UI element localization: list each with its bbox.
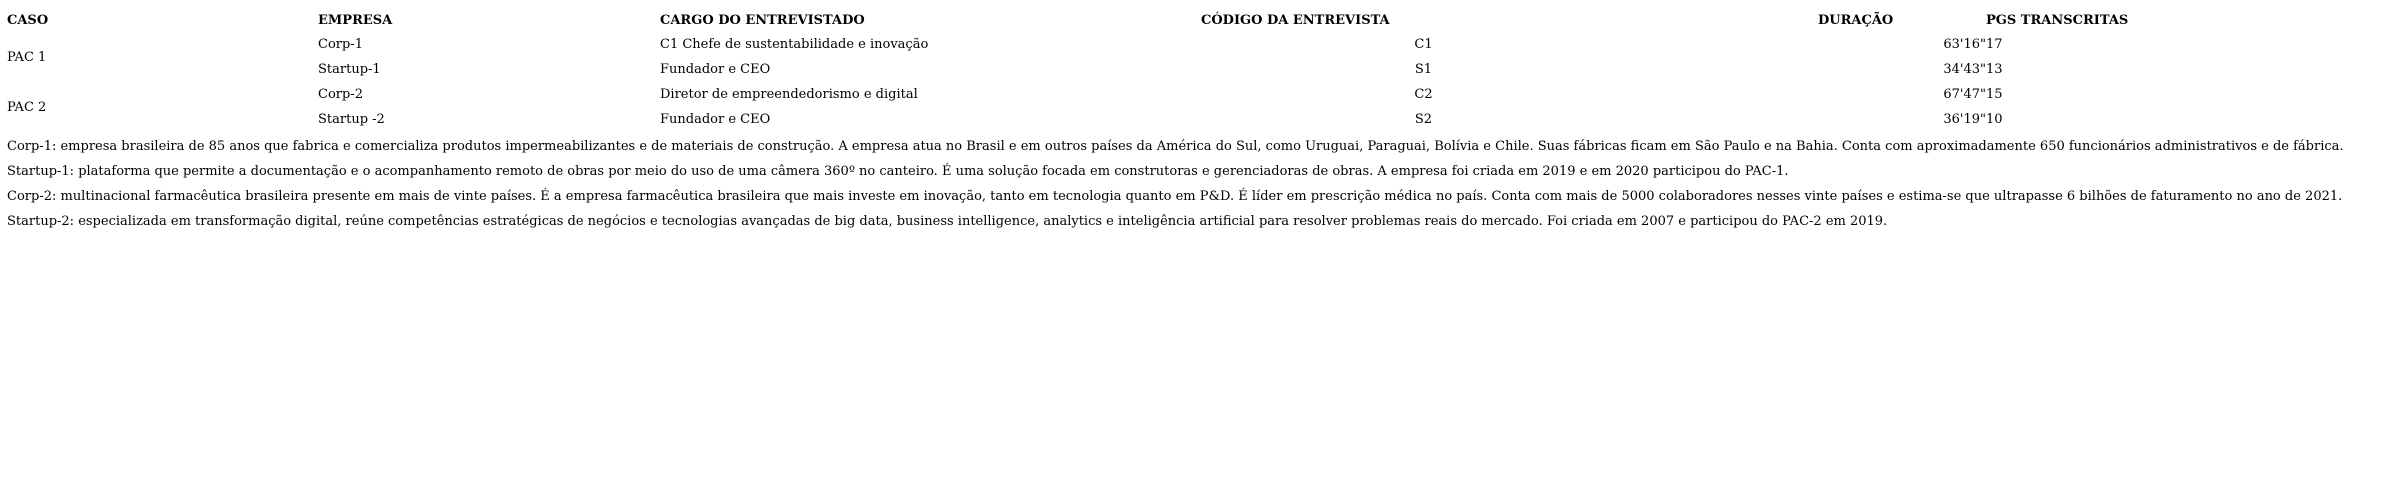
pgs-cell: 13 [1986,62,2003,77]
interview-table [7,8,2286,132]
duracao-cell: 63'16" [1943,37,1986,52]
duracao-cell: 67'47" [1943,87,1986,102]
pgs-cell: 17 [1986,37,2003,52]
empresa-cell: Startup -2 [318,112,385,127]
table-row [7,82,2286,107]
pgs-cell: 10 [1986,112,2003,127]
empresa-cell: Startup-1 [318,62,381,77]
codigo-cell: C2 [1414,87,1433,102]
cargo-cell: Fundador e CEO [660,62,771,77]
case-cell: PAC 2 [7,99,47,115]
header-pgs: PGS TRANSCRITAS [1986,12,2129,28]
case-cell: PAC 1 [7,49,47,65]
duracao-cell: 36'19" [1943,112,1986,127]
table-row [7,107,2286,132]
note-startup-2: Startup-2: especializada em transformação digital, reúne competências estratégicas de negócios e tecnologias avançadas de big data, business intelligence, analytics e inteligência artificial para resolver problemas reais do mercado. Foi criada em 2007 e participou do PAC-2 em 2019. [7,214,1888,229]
empresa-cell: Corp-1 [318,37,363,52]
table-body [7,32,2286,132]
document [7,8,2387,234]
codigo-cell: C1 [1414,37,1433,52]
cargo-cell: Fundador e CEO [660,112,771,127]
note-startup-1: Startup-1: plataforma que permite a documentação e o acompanhamento remoto de obras por meio do uso de uma câmera 360º no canteiro. É uma solução focada em construtoras e gerenciadoras de obras. A empresa foi criada em 2019 e em 2020 participou do PAC-1. [7,164,1789,179]
header-duracao: DURAÇÃO [1818,12,1894,28]
table-header [7,8,2286,32]
header-row [7,8,2286,32]
cargo-cell: Diretor de empreendedorismo e digital [660,87,918,102]
header-codigo: CÓDIGO DA ENTREVISTA [1201,12,1390,28]
duracao-cell: 34'43" [1943,62,1986,77]
note-corp-2: Corp-2: multinacional farmacêutica brasileira presente em mais de vinte países. É a empresa farmacêutica brasileira que mais investe em inovação, tanto em tecnologia quanto em P&D. É líder em prescrição médica no país. Conta com mais de 5000 colaboradores nesses vinte países e estima-se que ultrapasse 6 bilhões de faturamento no ano de 2021. [7,189,2343,204]
table-row [7,57,2286,82]
table-row [7,32,2286,57]
header-empresa: EMPRESA [318,12,393,28]
cargo-cell: C1 Chefe de sustentabilidade e inovação [660,37,929,52]
codigo-cell: S2 [1414,112,1433,127]
pgs-cell: 15 [1986,87,2003,102]
header-cargo: CARGO DO ENTREVISTADO [660,12,865,28]
note-corp-1: Corp-1: empresa brasileira de 85 anos que fabrica e comercializa produtos impermeabilizantes e de materiais de construção. A empresa atua no Brasil e em outros países da América do Sul, como Uruguai, Paraguai, Bolívia e Chile. Suas fábricas ficam em São Paulo e na Bahia. Conta com aproximadamente 650 funcionários administrativos e de fábrica. [7,139,2344,154]
header-caso: CASO [7,12,49,28]
company-notes [7,134,2387,234]
empresa-cell: Corp-2 [318,87,363,102]
codigo-cell: S1 [1414,62,1433,77]
